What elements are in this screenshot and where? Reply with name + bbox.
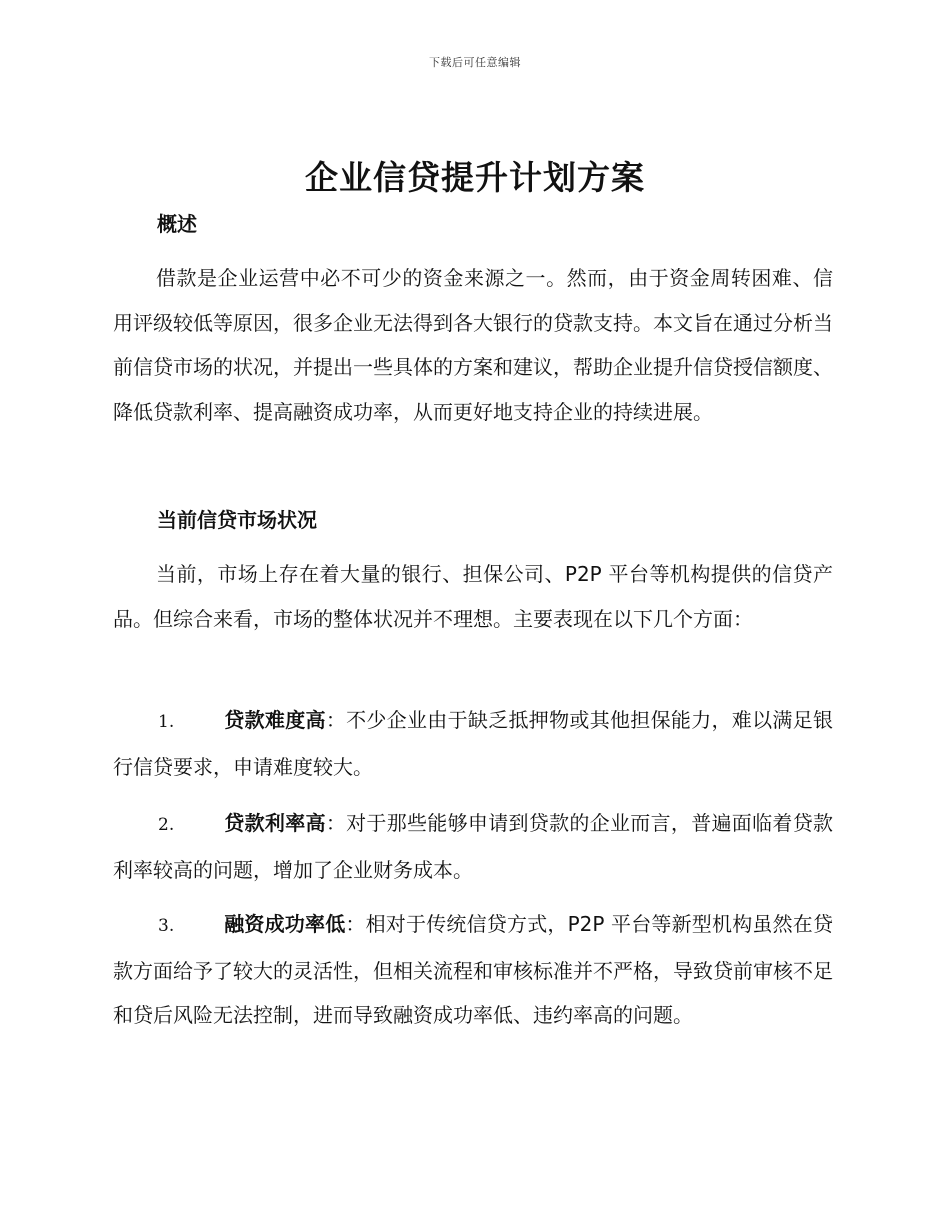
list-item-term: 贷款利率高	[224, 811, 326, 835]
section-heading-market-status: 当前信贷市场状况	[157, 508, 317, 532]
list-item-term: 贷款难度高	[224, 708, 326, 732]
list-item-text: ：相对于传统信贷方式，P2P 平台等新型机构虽然在贷款方面给予了较大的灵活性，但相关流程和审核标准并不严格，导致贷前审核不足和贷后风险无法控制，进而导致融资成功率低、违约率高的问题。	[113, 912, 834, 1027]
list-item	[113, 801, 833, 892]
list-item-text: ：不少企业由于缺乏抵押物或其他担保能力，难以满足银行信贷要求，申请难度较大。	[113, 708, 834, 779]
list-item-number: 1.	[158, 712, 175, 732]
list-item-text: ：对于那些能够申请到贷款的企业而言，普遍面临着贷款利率较高的问题，增加了企业财务成本。	[113, 811, 834, 882]
list-item-term: 融资成功率低	[224, 912, 346, 936]
section-heading-overview: 概述	[157, 212, 197, 236]
document-title: 企业信贷提升计划方案	[305, 158, 645, 197]
list-item	[113, 698, 833, 789]
market-status-paragraph: 当前，市场上存在着大量的银行、担保公司、P2P 平台等机构提供的信贷产品。但综合来看，市场的整体状况并不理想。主要表现在以下几个方面：	[113, 562, 833, 631]
overview-paragraph: 借款是企业运营中必不可少的资金来源之一。然而，由于资金周转困难、信用评级较低等原因，很多企业无法得到各大银行的贷款支持。本文旨在通过分析当前信贷市场的状况，并提出一些具体的方案和建议，帮助企业提升信贷授信额度、降低贷款利率、提高融资成功率，从而更好地支持企业的持续进展。	[113, 266, 833, 424]
list-item-number: 2.	[158, 815, 175, 835]
header-note: 下载后可任意编辑	[429, 56, 521, 69]
list-item-number: 3.	[158, 916, 175, 936]
list-item	[113, 902, 833, 1038]
